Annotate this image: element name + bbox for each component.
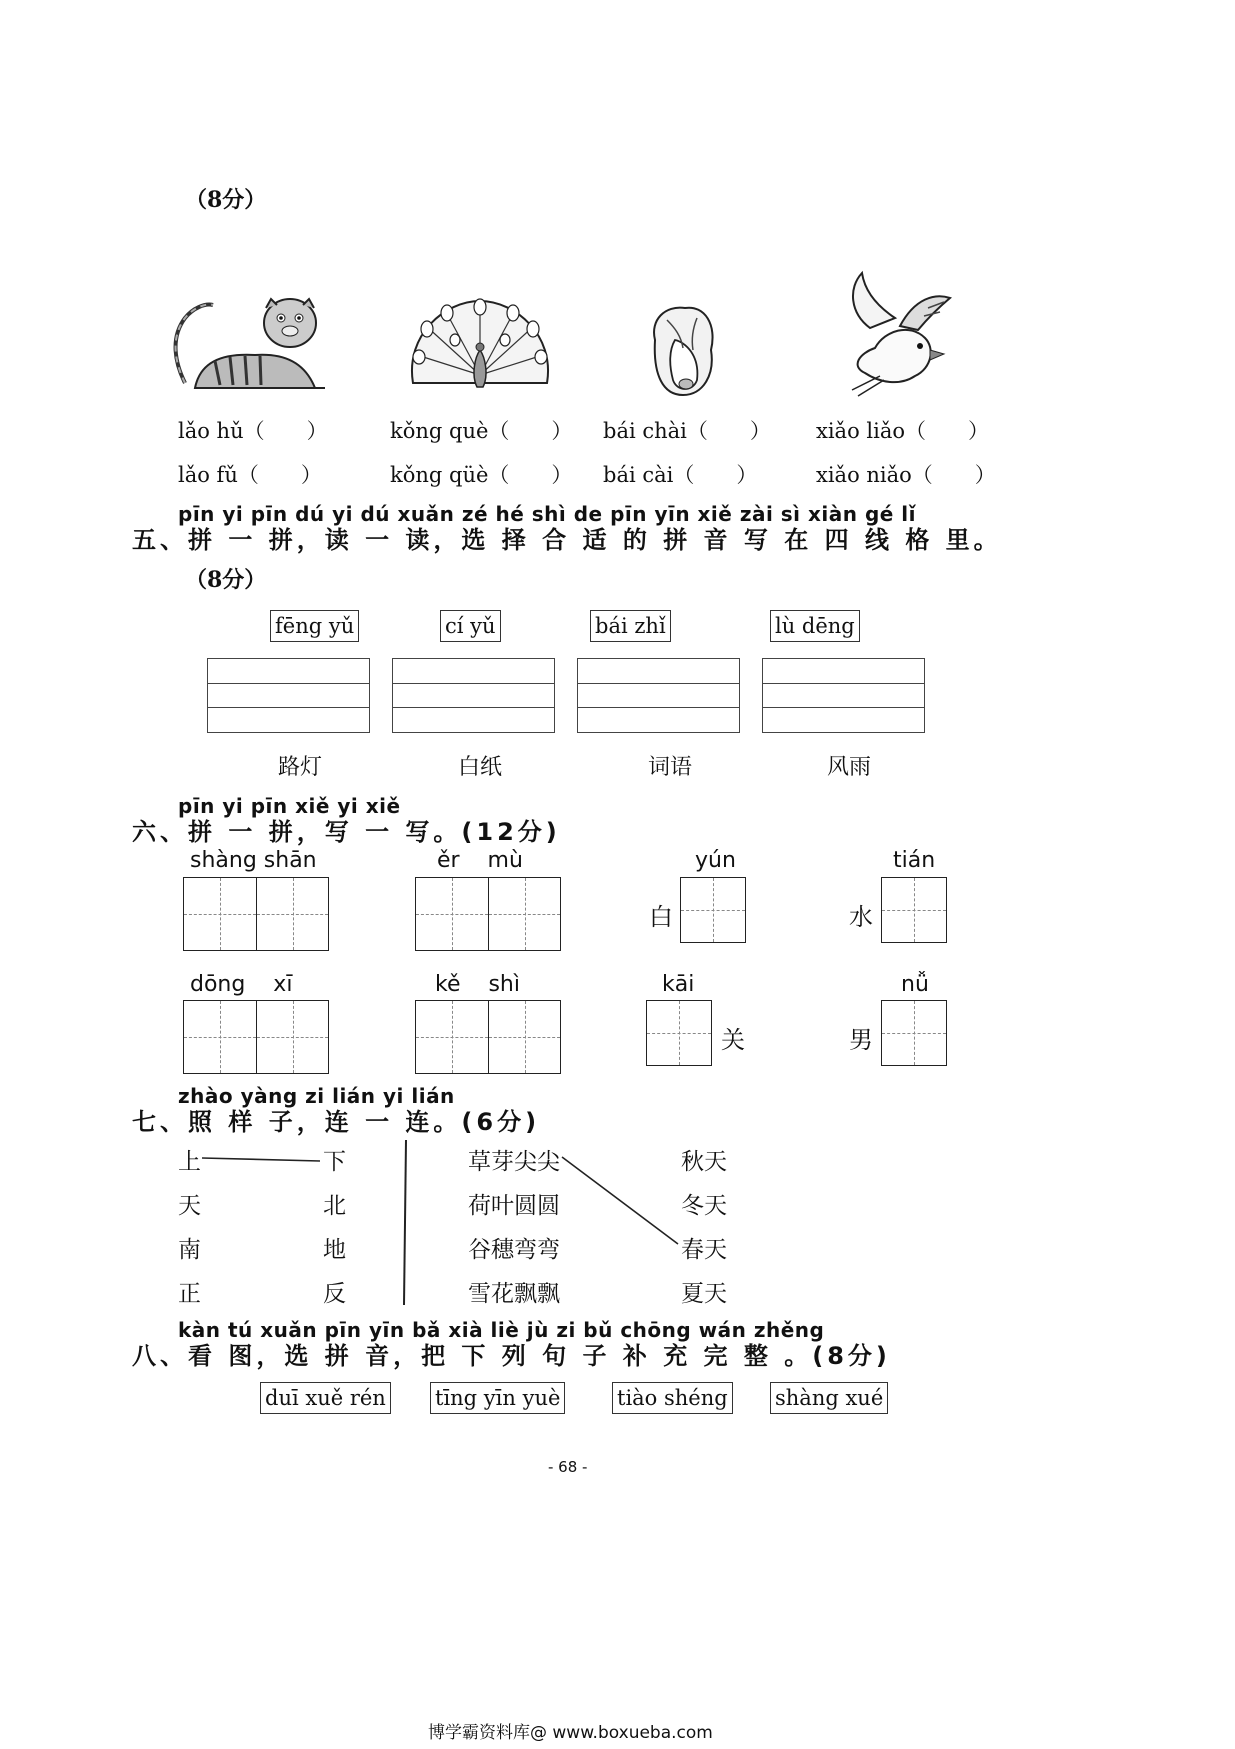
q5-word: 词语 — [648, 755, 693, 780]
match-item[interactable]: 南 — [178, 1237, 201, 1263]
q5-option: fēng yǔ — [270, 610, 359, 642]
q6-pinyin: pīn yi pīn xiě yi xiě — [178, 794, 401, 818]
q6-given-char: 水 — [849, 903, 873, 931]
match-item[interactable]: 草芽尖尖 — [468, 1149, 560, 1175]
q8-option: duī xuě rén — [260, 1382, 391, 1414]
tiger-picture — [165, 293, 335, 398]
q4-choice[interactable]: bái chài（ ） — [603, 419, 771, 443]
q6-title: 六、拼 一 拼，写 一 写。(12分) — [132, 818, 561, 846]
bird-picture — [840, 268, 955, 398]
four-line-grid[interactable] — [577, 658, 740, 733]
match-item[interactable]: 谷穗弯弯 — [468, 1237, 560, 1263]
q4-choice[interactable]: lǎo fǔ（ ） — [178, 463, 322, 487]
match-item[interactable]: 地 — [323, 1237, 346, 1263]
q6-pinyin-label: dōng xī — [190, 972, 293, 997]
tian-grid[interactable] — [680, 877, 746, 943]
q8-title: 八、看 图，选 拼 音，把 下 列 句 子 补 充 完 整 。(8分) — [132, 1342, 891, 1370]
match-item[interactable]: 荷叶圆圆 — [468, 1193, 560, 1219]
match-item[interactable]: 下 — [323, 1149, 346, 1175]
q4-choice[interactable]: xiǎo niǎo（ ） — [816, 463, 996, 487]
q6-pinyin-label: nǚ — [901, 972, 929, 997]
match-item[interactable]: 正 — [178, 1281, 201, 1307]
tian-grid[interactable] — [183, 877, 329, 951]
match-item[interactable]: 夏天 — [681, 1281, 727, 1307]
q6-given-char: 男 — [849, 1026, 873, 1054]
q5-option: cí yǔ — [440, 610, 501, 642]
q5-title: 五、拼 一 拼，读 一 读，选 择 合 适 的 拼 音 写 在 四 线 格 里。 — [132, 526, 1002, 554]
page-number: - 68 - — [548, 1458, 588, 1476]
q6-pinyin-label: ěr mù — [437, 848, 523, 873]
q7-pinyin: zhào yàng zi lián yi lián — [178, 1084, 455, 1108]
match-item[interactable]: 雪花飘飘 — [468, 1281, 560, 1307]
q6-given-char: 关 — [721, 1026, 745, 1054]
tian-grid[interactable] — [183, 1000, 329, 1074]
tian-grid[interactable] — [881, 1000, 947, 1066]
q5-pinyin: pīn yi pīn dú yi dú xuǎn zé hé shì de pīn yīn xiě zài sì xiàn gé lǐ — [178, 502, 917, 526]
divider-line — [404, 1140, 406, 1305]
q4-choice[interactable]: kǒng qüè（ ） — [390, 463, 573, 487]
tian-grid[interactable] — [881, 877, 947, 943]
q5-word: 路灯 — [278, 755, 323, 780]
tian-grid[interactable] — [646, 1000, 712, 1066]
q6-pinyin-label: shàng shān — [190, 848, 317, 873]
four-line-grid[interactable] — [392, 658, 555, 733]
tian-grid[interactable] — [415, 1000, 561, 1074]
q5-word: 白纸 — [458, 755, 503, 780]
q4-choice[interactable]: kǒng què（ ） — [390, 419, 573, 443]
match-item[interactable]: 冬天 — [681, 1193, 727, 1219]
four-line-grid[interactable] — [762, 658, 925, 733]
cabbage-picture — [645, 300, 720, 398]
four-line-grid[interactable] — [207, 658, 370, 733]
q4-choice[interactable]: bái cài（ ） — [603, 463, 758, 487]
tian-grid[interactable] — [415, 877, 561, 951]
example-line — [562, 1157, 678, 1244]
q5-score: （8分） — [185, 567, 267, 593]
q4-choice[interactable]: lǎo hǔ（ ） — [178, 419, 328, 443]
q6-pinyin-label: kě shì — [435, 972, 520, 997]
footer-watermark: 博学霸资料库@ www.boxueba.com — [428, 1723, 713, 1743]
q5-option: lù dēng — [770, 610, 860, 642]
q6-pinyin-label: kāi — [662, 972, 695, 997]
q4-score: （8分） — [185, 187, 267, 213]
match-item[interactable]: 春天 — [681, 1237, 727, 1263]
q5-option: bái zhǐ — [590, 610, 671, 642]
q8-option: tīng yīn yuè — [430, 1382, 565, 1414]
peacock-picture — [405, 295, 555, 393]
match-item[interactable]: 上 — [178, 1149, 201, 1175]
q8-option: shàng xué — [770, 1382, 888, 1414]
q6-pinyin-label: yún — [695, 848, 736, 873]
q8-option: tiào shéng — [612, 1382, 733, 1414]
match-item[interactable]: 北 — [323, 1193, 346, 1219]
q6-pinyin-label: tián — [893, 848, 936, 873]
match-item[interactable]: 反 — [323, 1281, 346, 1307]
match-item[interactable]: 天 — [178, 1193, 201, 1219]
example-line — [202, 1158, 320, 1161]
q5-word: 风雨 — [827, 755, 872, 780]
q4-choice[interactable]: xiǎo liǎo（ ） — [816, 419, 989, 443]
q8-pinyin: kàn tú xuǎn pīn yīn bǎ xià liè jù zi bǔ chōng wán zhěng — [178, 1318, 825, 1342]
q6-given-char: 白 — [649, 903, 673, 931]
match-item[interactable]: 秋天 — [681, 1149, 727, 1175]
q7-title: 七、照 样 子，连 一 连。(6分) — [132, 1108, 541, 1136]
